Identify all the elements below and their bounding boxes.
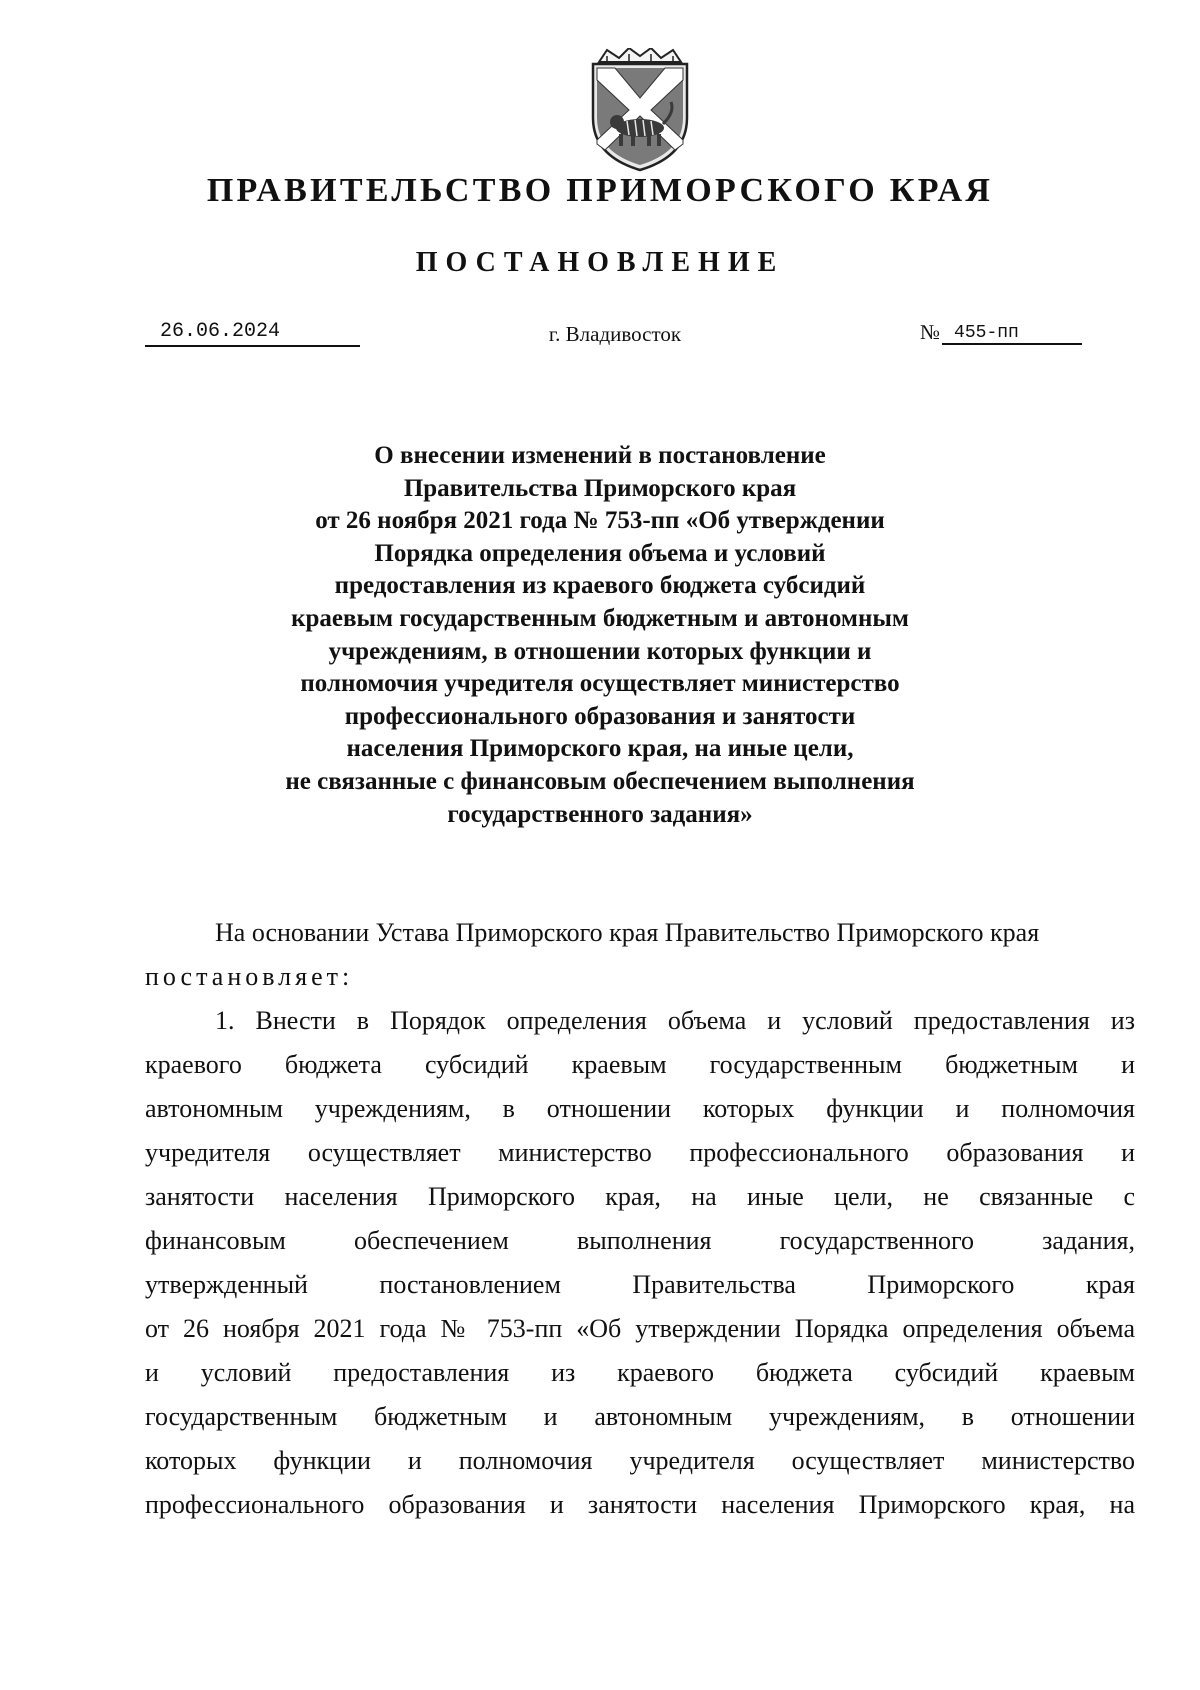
- body-line: учредителя осуществляет министерство профессионального образования и: [145, 1138, 1135, 1167]
- document-date: 26.06.2024: [145, 320, 360, 347]
- number-value: 455-пп: [942, 323, 1082, 345]
- number-sign: №: [920, 320, 941, 344]
- body-line: автономным учреждениям, в отношении которых функции и полномочия: [145, 1094, 1135, 1123]
- subject-line: Правительства Приморского края: [403, 474, 797, 502]
- subject-line: Порядка определения объема и условий: [374, 539, 826, 567]
- document-type: ПОСТАНОВЛЕНИЕ: [415, 247, 785, 278]
- body-line: государственным бюджетным и автономным учреждениям, в отношении: [145, 1402, 1135, 1431]
- body-line: 1. Внести в Порядок определения объема и условий предоставления из: [215, 1006, 1135, 1035]
- body-line: краевого бюджета субсидий краевым государственным бюджетным и: [145, 1050, 1135, 1079]
- subject-line: государственного задания»: [447, 800, 753, 828]
- body-line: утвержденный постановлением Правительства Приморского края: [145, 1270, 1135, 1299]
- body-line: и условий предоставления из краевого бюджета субсидий краевым: [145, 1358, 1135, 1387]
- coat-of-arms-icon: [585, 48, 695, 174]
- subject-line: краевым государственным бюджетным и автономным: [291, 604, 909, 632]
- document-subject: [220, 440, 980, 831]
- subject-line: полномочия учредителя осуществляет министерство: [300, 670, 900, 698]
- government-title: ПРАВИТЕЛЬСТВО ПРИМОРСКОГО КРАЯ: [206, 172, 994, 209]
- body-line: На основании Устава Приморского края Правительство Приморского края: [215, 918, 1040, 947]
- document-number: [920, 320, 1082, 345]
- subject-line: населения Приморского края, на иные цели,: [346, 735, 854, 763]
- body-line: профессионального образования и занятости населения Приморского края, на: [145, 1490, 1135, 1519]
- subject-line: учреждениям, в отношении которых функции и: [328, 637, 872, 665]
- body-line: которых функции и полномочия учредителя осуществляет министерство: [145, 1446, 1135, 1475]
- body-line-decree: постановляет:: [145, 962, 354, 991]
- body-line: от 26 ноября 2021 года № 753-пп «Об утверждении Порядка определения объема: [145, 1314, 1135, 1343]
- document-city: г. Владивосток: [548, 322, 682, 346]
- subject-line: О внесении изменений в постановление: [374, 442, 826, 469]
- body-line: занятости населения Приморского края, на иные цели, не связанные с: [145, 1182, 1135, 1211]
- subject-line: профессионального образования и занятости: [344, 702, 856, 730]
- subject-line: от 26 ноября 2021 года № 753-пп «Об утверждении: [315, 507, 885, 535]
- subject-line: не связанные с финансовым обеспечением выполнения: [285, 767, 915, 795]
- subject-line: предоставления из краевого бюджета субсидий: [334, 572, 866, 600]
- body-line: финансовым обеспечением выполнения государственного задания,: [145, 1226, 1135, 1255]
